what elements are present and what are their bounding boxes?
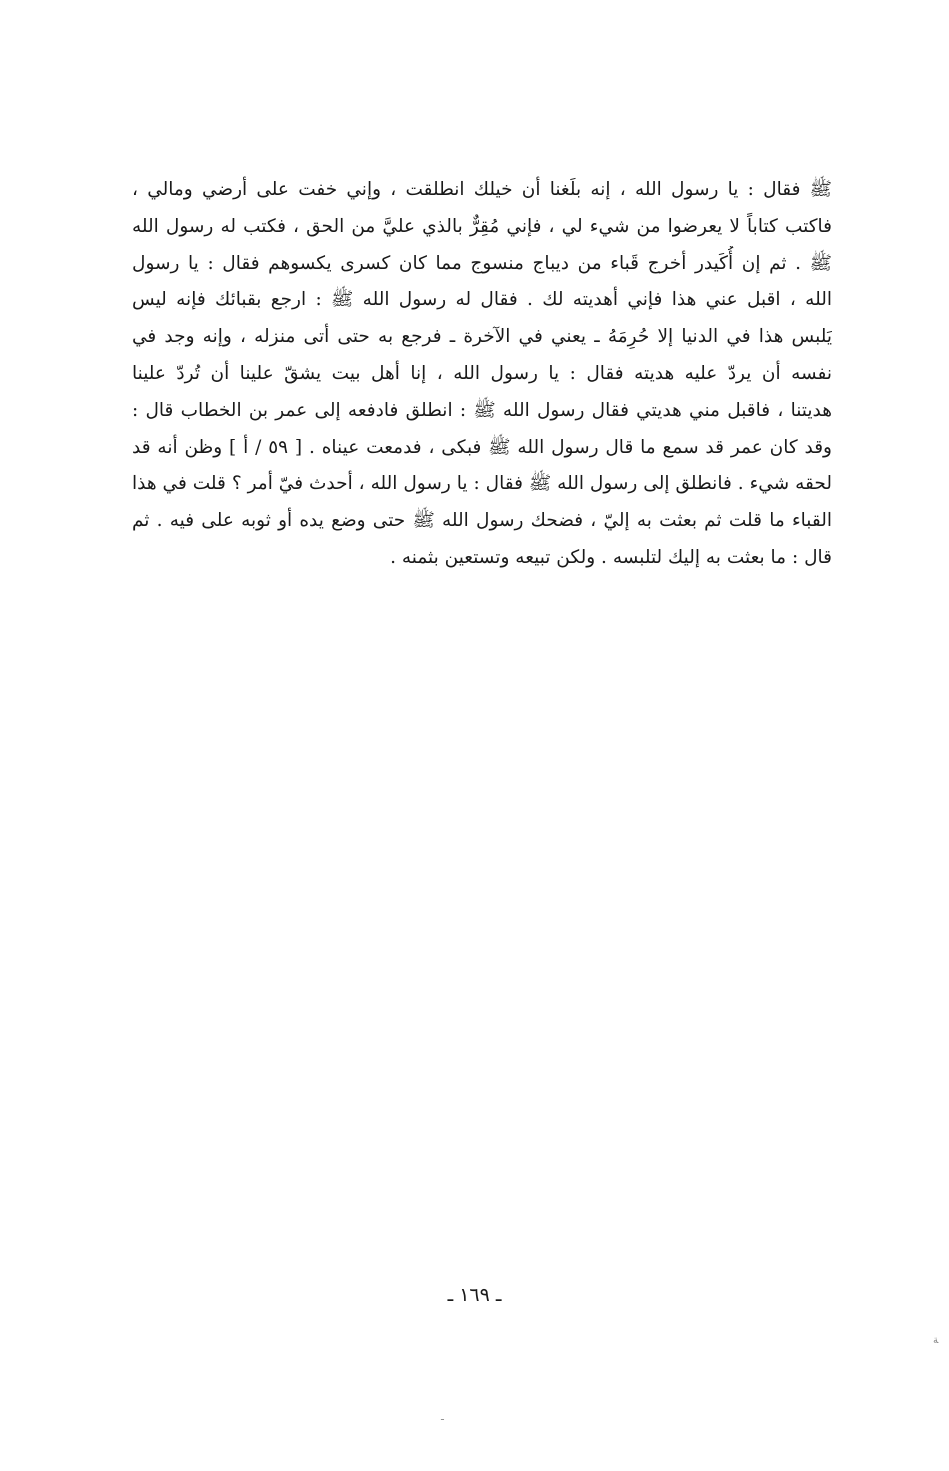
text-line: وقد كان عمر قد سمع ما قال رسول الله ﷺ فبكى ، فدمعت عيناه . [ ٥٩ / أ ] وظن أنه قد — [132, 436, 832, 458]
text-line: يَلبس هذا في الدنيا إلا حُرِمَهُ ـ يعني في الآخرة ـ فرجع به حتى أتى منزله ، وإنه وجد في — [132, 326, 832, 348]
text-line: الله ، اقبل عني هذا فإني أهديته لك . فقال له رسول الله ﷺ : ارجع بقبائك فإنه ليس — [132, 289, 832, 311]
page-number: ـ ١٦٩ ـ — [447, 1284, 502, 1306]
text-line: نفسه أن يردّ عليه هديته فقال : يا رسول الله ، إنا أهل بيت يشقّ علينا أن تُردّ علينا — [132, 362, 832, 384]
text-line: لحقه شيء . فانطلق إلى رسول الله ﷺ فقال : يا رسول الله ، أحدث فيّ أمر ؟ قلت في هذا — [132, 473, 832, 495]
text-line-last: قال : ما بعثت به إليك لتلبسه . ولكن تبيعه وتستعين بثمنه . — [390, 546, 832, 568]
body-text — [132, 172, 832, 577]
scan-mark-right: ﺔ — [933, 1335, 939, 1346]
text-line: فاكتب كتاباً لا يعرضوا من شيء لي ، فإني مُقِرٌّ بالذي عليَّ من الحق ، فكتب له رسول الله — [132, 215, 832, 237]
text-line: هديتنا ، فاقبل مني هديتي فقال رسول الله ﷺ : انطلق فادفعه إلى عمر بن الخطاب قال : — [132, 399, 832, 421]
text-line: ﷺ فقال : يا رسول الله ، إنه بلَغنا أن خيلك انطلقت ، وإني خفت على أرضي ومالي ، — [132, 179, 832, 200]
text-line: القباء ما قلت ثم بعثت به إليّ ، فضحك رسول الله ﷺ حتى وضع يده أو ثوبه على فيه . ثم — [132, 510, 832, 532]
text-line: ﷺ . ثم إن أُكَيدر أخرج قَباء من ديباج منسوج مما كان كسرى يكسوهم فقال : يا رسول — [132, 252, 832, 274]
scan-mark-bottom: ـ — [441, 1412, 444, 1423]
